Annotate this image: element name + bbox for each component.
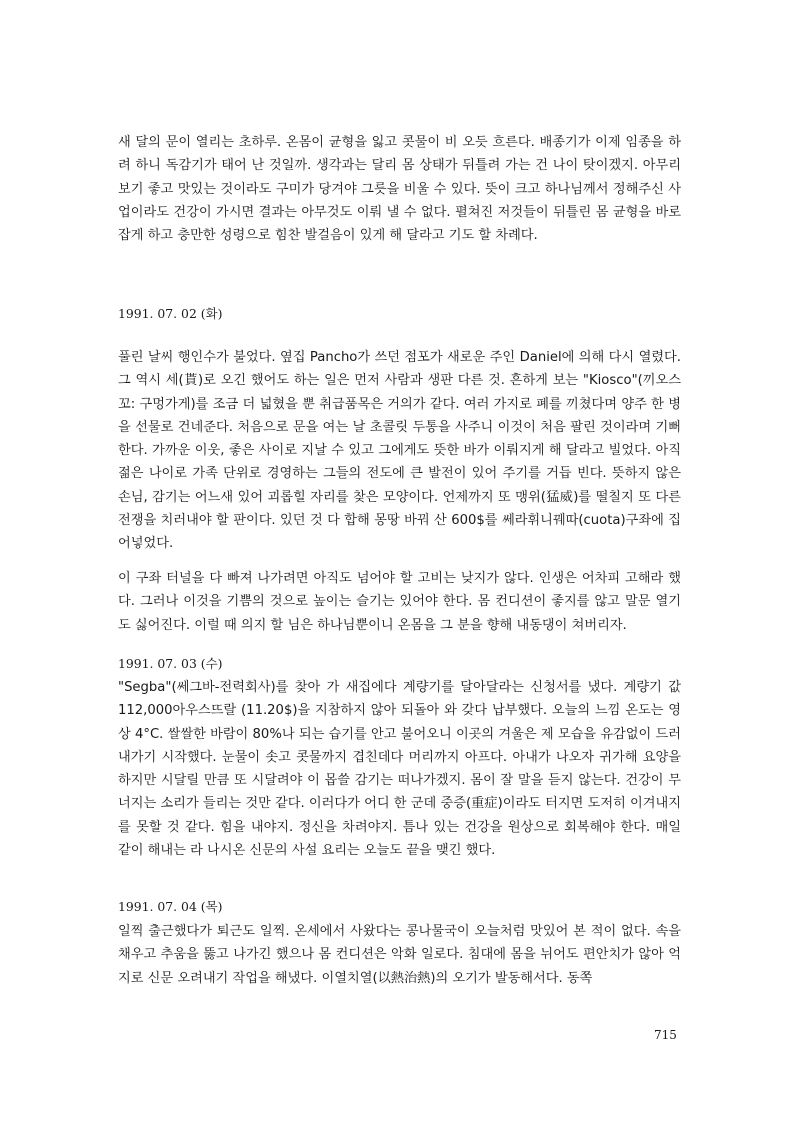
entry-date: 1991. 07. 04 (목) bbox=[118, 899, 223, 914]
entry-paragraph: 이 구좌 터널을 다 빠져 나가려면 아직도 넘어야 할 고비는 낮지가 않다. 인생은 어차피 고해라 했다. 그러나 이것을 기쁨의 것으로 높이는 슬기는 있어야 한다. 몸 컨디션이 좋지를 않고 말문 열기도 싫어진다. 이럴 때 의지 할 님은 하나님뿐이니 온몸을 그 분을 향해 내동댕이 쳐버리자. bbox=[118, 571, 681, 633]
entry-paragraph: 일찍 출근했다가 퇴근도 일찍. 온세에서 사왔다는 콩나물국이 오늘처럼 맛있어 본 적이 없다. 속을 채우고 추움을 뚫고 나가긴 했으나 몸 컨디션은 악화 일로다. 침대에 몸을 뉘어도 편안치가 않아 억지로 신문 오려내기 작업을 해냈다. 이열치열(以熱治熱)의 오기가 발동해서다. 동쪽 bbox=[118, 924, 681, 986]
document-page bbox=[118, 0, 681, 1123]
entry-paragraph: "Segba"(쎄그바-전력회사)를 찾아 가 새집에다 계량기를 달아달라는 신청서를 냈다. 계량기 값 112,000아우스뜨랄 (11.20$)을 지참하지 않아 되돌아 와 갖다 납부했다. 오늘의 느낌 온도는 영상 4°C. 쌀쌀한 바람이 80%나 되는 습기를 안고 불어오니 이곳의 겨울은 제 모습을 유감없이 드러내가기 시작했다. 눈물이 솟고 콧물까지 겹친데다 머리까지 아프다. 아내가 나오자 귀가해 요양을 하지만 시달릴 만큼 또 시달려야 이 몹쓸 감기는 떠나가겠지. 몸이 잘 말을 듣지 않는다. 건강이 무너지는 소리가 들리는 것만 같다. 이러다가 어디 한 군데 중증(重症)이라도 터지면 도저히 이겨내지를 못할 것 같다. 힘을 내야지. 정신을 차려야지. 틈나 있는 건강을 원상으로 회복해야 한다. 매일 같이 해내는 라 나시온 신문의 사설 요리는 오늘도 끝을 맺긴 했다. bbox=[118, 680, 681, 859]
entry-paragraph: 풀린 날씨 행인수가 불었다. 옆집 Pancho가 쓰던 점포가 새로운 주인 Daniel에 의해 다시 열렸다. 그 역시 세(貰)로 오긴 했어도 하는 일은 먼저 사람과 생판 다른 것. 흔하게 보는 "Kiosco"(끼오스꼬: 구멍가게)를 조금 더 넓혔을 뿐 취급품목은 거의가 같다. 여러 가지로 폐를 끼쳤다며 양주 한 병을 선물로 건네준다. 처음으로 문을 여는 날 초콜릿 두통을 사주니 이것이 처음 팔린 것이라며 기뻐한다. 가까운 이웃, 좋은 사이로 지날 수 있고 그에게도 뜻한 바가 이뤄지게 해 달라고 빌었다. 아직 젊은 나이로 가족 단위로 경영하는 그들의 전도에 큰 발전이 있어 주기를 거듭 빈다. 뜻하지 않은 손님, 감기는 어느새 있어 괴롭힐 자리를 찾은 모양이다. 언제까지 또 맹위(猛威)를 떨칠지 또 다른 전쟁을 치러내야 할 판이다. 있던 것 다 합해 몽땅 바꿔 산 600$를 쎄라휘니꿰따(cuota)구좌에 집어넣었다. bbox=[118, 350, 681, 552]
entry-date: 1991. 07. 03 (수) bbox=[118, 656, 223, 671]
entry-paragraph: 새 달의 문이 열리는 초하루. 온몸이 균형을 잃고 콧물이 비 오듯 흐른다. 배종기가 이제 임종을 하려 하니 독감기가 태어 난 것일까. 생각과는 달리 몸 상태가 뒤틀려 가는 건 나이 탓이겠지. 아무리 보기 좋고 맛있는 것이라도 구미가 당겨야 그릇을 비울 수 있다. 뜻이 크고 하나님께서 정해주신 사업이라도 건강이 가시면 결과는 아무것도 이뤄 낼 수 없다. 펼쳐진 저것들이 뒤틀린 몸 균형을 바로 잡게 하고 충만한 성령으로 힘찬 발걸음이 있게 해 달라고 기도 할 차례다. bbox=[118, 135, 681, 244]
entry-date: 1991. 07. 02 (화) bbox=[118, 306, 223, 321]
page-number: 715 bbox=[654, 1028, 677, 1042]
